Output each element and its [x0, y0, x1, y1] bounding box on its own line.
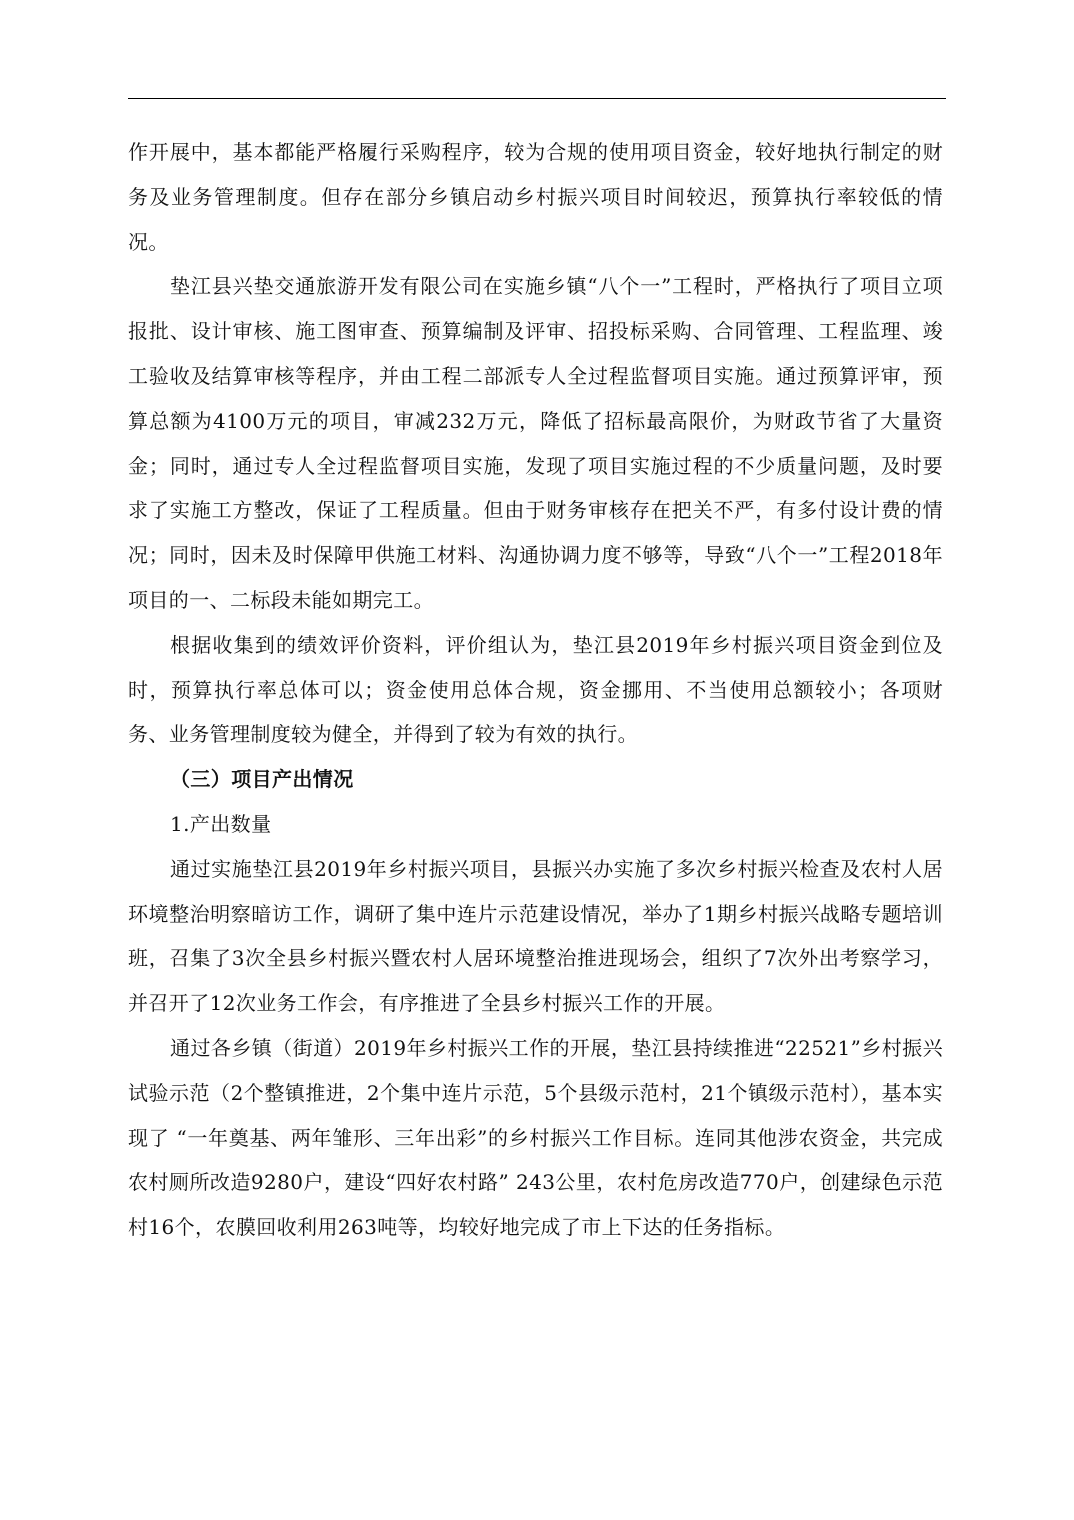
- paragraph-revitalization-office: 通过实施垫江县2019年乡村振兴项目，县振兴办实施了多次乡村振兴检查及农村人居环境整治明察暗访工作，调研了集中连片示范建设情况，举办了1期乡村振兴战略专题培训班，召集了3次全县乡村振兴暨农村人居环境整治推进现场会，组织了7次外出考察学习，并召开了12次业务工作会，有序推进了全县乡村振兴工作的开展。: [128, 856, 943, 1016]
- document-body: [128, 130, 943, 1250]
- subheading-output-quantity: 1.产出数量: [170, 811, 272, 836]
- paragraph-township-results: 通过各乡镇（街道）2019年乡村振兴工作的开展，垫江县持续推进“22521”乡村振兴试验示范（2个整镇推进，2个集中连片示范，5个县级示范村，21个镇级示范村），基本实现了 “一年奠基、两年雏形、三年出彩”的乡村振兴工作目标。连同其他涉农资金，共完成农村厕所改造9280户，建设“四好农村路” 243公里，农村危房改造770户，创建绿色示范村16个，农膜回收利用263吨等，均较好地完成了市上下达的任务指标。: [128, 1035, 943, 1240]
- header-rule: [128, 98, 946, 99]
- section-heading-project-output: （三）项目产出情况: [170, 767, 354, 792]
- paragraph-evaluation-conclusion: 根据收集到的绩效评价资料，评价组认为，垫江县2019年乡村振兴项目资金到位及时，预算执行率总体可以；资金使用总体合规，资金挪用、不当使用总额较小；各项财务、业务管理制度较为健全，并得到了较为有效的执行。: [128, 632, 943, 747]
- paragraph-procurement-compliance: 作开展中，基本都能严格履行采购程序，较为合规的使用项目资金，较好地执行制定的财务及业务管理制度。但存在部分乡镇启动乡村振兴项目时间较迟，预算执行率较低的情况。: [128, 140, 943, 254]
- paragraph-transport-company: 垫江县兴垫交通旅游开发有限公司在实施乡镇“八个一”工程时，严格执行了项目立项报批、设计审核、施工图审查、预算编制及评审、招投标采购、合同管理、工程监理、竣工验收及结算审核等程序，并由工程二部派专人全过程监督项目实施。通过预算评审，预算总额为4100万元的项目，审减232万元，降低了招标最高限价，为财政节省了大量资金；同时，通过专人全过程监督项目实施，发现了项目实施过程的不少质量问题，及时要求了实施工方整改，保证了工程质量。但由于财务审核存在把关不严，有多付设计费的情况；同时，因未及时保障甲供施工材料、沟通协调力度不够等，导致“八个一”工程2018年项目的一、二标段未能如期完工。: [128, 274, 943, 612]
